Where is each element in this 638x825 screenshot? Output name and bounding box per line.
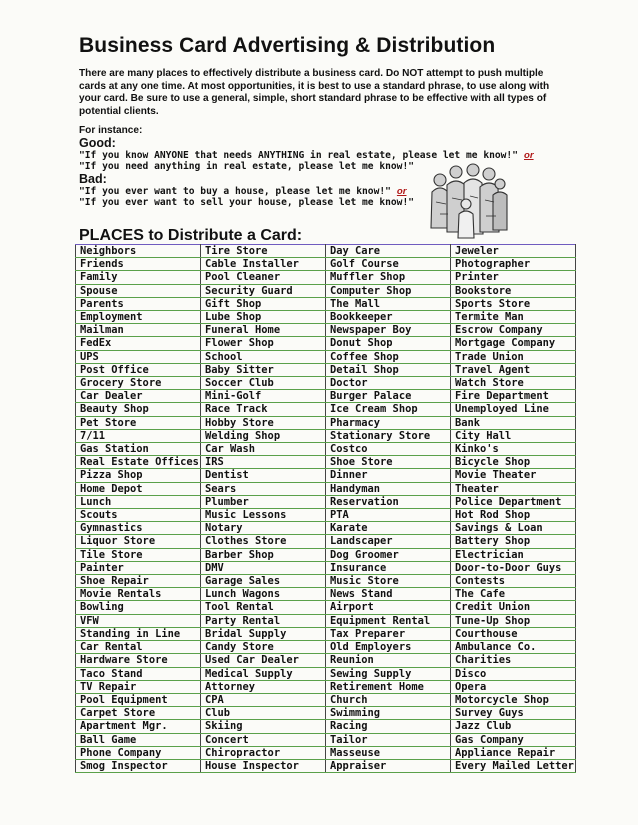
bad-heading: Bad: [79,172,107,186]
place-cell: Day Care [326,245,451,258]
place-cell: Gymnastics [76,522,201,535]
table-row [76,522,576,535]
table-row [76,535,576,548]
table-row [76,324,576,337]
place-cell: Tax Preparer [326,627,451,640]
place-cell: Shoe Store [326,456,451,469]
place-cell: The Cafe [451,588,576,601]
table-row [76,548,576,561]
table-row [76,575,576,588]
place-cell: TV Repair [76,680,201,693]
place-cell: Dog Groomer [326,548,451,561]
place-cell: Retirement Home [326,680,451,693]
table-row [76,601,576,614]
place-cell: Home Depot [76,482,201,495]
place-cell: Baby Sitter [201,363,326,376]
bad-example-1 [79,186,407,197]
place-cell: Unemployed Line [451,403,576,416]
table-row [76,588,576,601]
place-cell: Sears [201,482,326,495]
table-row [76,416,576,429]
place-cell: Watch Store [451,377,576,390]
table-row [76,720,576,733]
place-cell: Tile Store [76,548,201,561]
place-cell: Golf Course [326,258,451,271]
place-cell: Gift Shop [201,297,326,310]
table-row [76,469,576,482]
place-cell: Contests [451,575,576,588]
place-cell: Stationary Store [326,429,451,442]
table-row [76,482,576,495]
place-cell: IRS [201,456,326,469]
place-cell: Grocery Store [76,377,201,390]
place-cell: Karate [326,522,451,535]
place-cell: Old Employers [326,641,451,654]
place-cell: Ball Game [76,733,201,746]
place-cell: Equipment Rental [326,614,451,627]
place-cell: Hot Rod Shop [451,509,576,522]
table-row [76,456,576,469]
place-cell: Sports Store [451,297,576,310]
table-row [76,258,576,271]
place-cell: Bookkeeper [326,311,451,324]
place-cell: Parents [76,297,201,310]
place-cell: Survey Guys [451,707,576,720]
place-cell: Appraiser [326,759,451,772]
place-cell: FedEx [76,337,201,350]
place-cell: Shoe Repair [76,575,201,588]
place-cell: Smog Inspector [76,759,201,772]
place-cell: Concert [201,733,326,746]
place-cell: Spouse [76,284,201,297]
place-cell: Skiing [201,720,326,733]
place-cell: Neighbors [76,245,201,258]
place-cell: Funeral Home [201,324,326,337]
place-cell: Reservation [326,495,451,508]
intro-paragraph: There are many places to effectively distribute a business card. Do NOT attempt to push multiple cards at any one time. At most opportunities, it is best to use a standard phrase, to use along with your card. Be sure to use a general, simple, short standard phrase to be effective with all types of potential clients. [79,68,550,117]
place-cell: Fire Department [451,390,576,403]
place-cell: Bank [451,416,576,429]
place-cell: Flower Shop [201,337,326,350]
table-row [76,667,576,680]
place-cell: Handyman [326,482,451,495]
place-cell: Pool Equipment [76,693,201,706]
place-cell: Car Rental [76,641,201,654]
table-row [76,693,576,706]
table-row [76,429,576,442]
place-cell: Disco [451,667,576,680]
table-row [76,390,576,403]
place-cell: Welding Shop [201,429,326,442]
bad-example-2: "If you ever want to sell your house, please let me know!" [79,197,415,208]
place-cell: Burger Palace [326,390,451,403]
place-cell: School [201,350,326,363]
for-instance-label: For instance: [79,125,143,136]
good-example-1-text: "If you know ANYONE that needs ANYTHING in real estate, please let me know!" [79,150,518,161]
table-row [76,746,576,759]
place-cell: Soccer Club [201,377,326,390]
place-cell: VFW [76,614,201,627]
place-cell: Airport [326,601,451,614]
place-cell: News Stand [326,588,451,601]
place-cell: Charities [451,654,576,667]
place-cell: Plumber [201,495,326,508]
table-row [76,311,576,324]
place-cell: Bookstore [451,284,576,297]
place-cell: Candy Store [201,641,326,654]
place-cell: Door-to-Door Guys [451,561,576,574]
table-row [76,680,576,693]
table-row [76,495,576,508]
place-cell: Theater [451,482,576,495]
places-table-body [76,245,576,773]
place-cell: Travel Agent [451,363,576,376]
place-cell: Employment [76,311,201,324]
place-cell: Phone Company [76,746,201,759]
place-cell: Friends [76,258,201,271]
people-group-illustration [428,158,508,240]
table-row [76,377,576,390]
place-cell: Post Office [76,363,201,376]
place-cell: Jeweler [451,245,576,258]
good-or-label: or [523,150,534,161]
place-cell: Pet Store [76,416,201,429]
place-cell: Clothes Store [201,535,326,548]
table-row [76,614,576,627]
place-cell: House Inspector [201,759,326,772]
place-cell: CPA [201,693,326,706]
place-cell: Courthouse [451,627,576,640]
place-cell: Tool Rental [201,601,326,614]
place-cell: Lunch Wagons [201,588,326,601]
place-cell: Mini-Golf [201,390,326,403]
place-cell: Hobby Store [201,416,326,429]
place-cell: Carpet Store [76,707,201,720]
place-cell: Lube Shop [201,311,326,324]
place-cell: Racing [326,720,451,733]
place-cell: Photographer [451,258,576,271]
place-cell: Gas Company [451,733,576,746]
place-cell: Bicycle Shop [451,456,576,469]
place-cell: Dentist [201,469,326,482]
place-cell: Tailor [326,733,451,746]
place-cell: Movie Rentals [76,588,201,601]
table-row [76,561,576,574]
place-cell: Termite Man [451,311,576,324]
table-row [76,271,576,284]
place-cell: Cable Installer [201,258,326,271]
table-row [76,443,576,456]
place-cell: Race Track [201,403,326,416]
place-cell: Bridal Supply [201,627,326,640]
place-cell: Ambulance Co. [451,641,576,654]
place-cell: Notary [201,522,326,535]
place-cell: Coffee Shop [326,350,451,363]
table-row [76,733,576,746]
place-cell: 7/11 [76,429,201,442]
table-row [76,284,576,297]
table-row [76,297,576,310]
place-cell: Music Store [326,575,451,588]
place-cell: Church [326,693,451,706]
place-cell: Battery Shop [451,535,576,548]
place-cell: Movie Theater [451,469,576,482]
place-cell: Credit Union [451,601,576,614]
place-cell: Bowling [76,601,201,614]
place-cell: Standing in Line [76,627,201,640]
place-cell: Beauty Shop [76,403,201,416]
table-row [76,350,576,363]
table-row [76,509,576,522]
place-cell: Pizza Shop [76,469,201,482]
place-cell: Masseuse [326,746,451,759]
place-cell: Taco Stand [76,667,201,680]
table-row [76,627,576,640]
place-cell: Car Wash [201,443,326,456]
place-cell: Printer [451,271,576,284]
place-cell: Electrician [451,548,576,561]
place-cell: Kinko's [451,443,576,456]
place-cell: Appliance Repair [451,746,576,759]
place-cell: Barber Shop [201,548,326,561]
place-cell: PTA [326,509,451,522]
bad-or-label: or [396,186,407,197]
place-cell: Motorcycle Shop [451,693,576,706]
place-cell: Car Dealer [76,390,201,403]
place-cell: Mortgage Company [451,337,576,350]
place-cell: Liquor Store [76,535,201,548]
bad-example-1-text: "If you ever want to buy a house, please let me know!" [79,186,391,197]
place-cell: Lunch [76,495,201,508]
table-row [76,403,576,416]
place-cell: UPS [76,350,201,363]
places-heading: PLACES to Distribute a Card: [79,227,303,244]
place-cell: Opera [451,680,576,693]
place-cell: Gas Station [76,443,201,456]
place-cell: Attorney [201,680,326,693]
place-cell: Family [76,271,201,284]
place-cell: Muffler Shop [326,271,451,284]
place-cell: Computer Shop [326,284,451,297]
place-cell: DMV [201,561,326,574]
place-cell: Pool Cleaner [201,271,326,284]
place-cell: Medical Supply [201,667,326,680]
place-cell: Tune-Up Shop [451,614,576,627]
place-cell: Landscaper [326,535,451,548]
place-cell: Pharmacy [326,416,451,429]
place-cell: Chiropractor [201,746,326,759]
place-cell: Doctor [326,377,451,390]
place-cell: Hardware Store [76,654,201,667]
place-cell: Security Guard [201,284,326,297]
place-cell: Tire Store [201,245,326,258]
place-cell: Police Department [451,495,576,508]
table-row [76,337,576,350]
place-cell: Party Rental [201,614,326,627]
table-row [76,245,576,258]
place-cell: Dinner [326,469,451,482]
place-cell: The Mall [326,297,451,310]
place-cell: Ice Cream Shop [326,403,451,416]
place-cell: Garage Sales [201,575,326,588]
good-example-2: "If you need anything in real estate, please let me know!" [79,161,415,172]
place-cell: Reunion [326,654,451,667]
place-cell: Painter [76,561,201,574]
table-row [76,707,576,720]
place-cell: Apartment Mgr. [76,720,201,733]
place-cell: Club [201,707,326,720]
place-cell: Donut Shop [326,337,451,350]
place-cell: Jazz Club [451,720,576,733]
place-cell: Every Mailed Letter [451,759,576,772]
table-row [76,641,576,654]
place-cell: Swimming [326,707,451,720]
place-cell: Costco [326,443,451,456]
table-row [76,363,576,376]
places-table [75,244,576,773]
place-cell: Trade Union [451,350,576,363]
place-cell: Insurance [326,561,451,574]
good-heading: Good: [79,136,116,150]
place-cell: Used Car Dealer [201,654,326,667]
place-cell: Sewing Supply [326,667,451,680]
place-cell: Scouts [76,509,201,522]
place-cell: Newspaper Boy [326,324,451,337]
table-row [76,654,576,667]
page-title: Business Card Advertising & Distribution [79,34,496,57]
place-cell: Savings & Loan [451,522,576,535]
place-cell: Escrow Company [451,324,576,337]
place-cell: Real Estate Offices [76,456,201,469]
place-cell: Music Lessons [201,509,326,522]
place-cell: City Hall [451,429,576,442]
table-row [76,759,576,772]
place-cell: Mailman [76,324,201,337]
place-cell: Detail Shop [326,363,451,376]
